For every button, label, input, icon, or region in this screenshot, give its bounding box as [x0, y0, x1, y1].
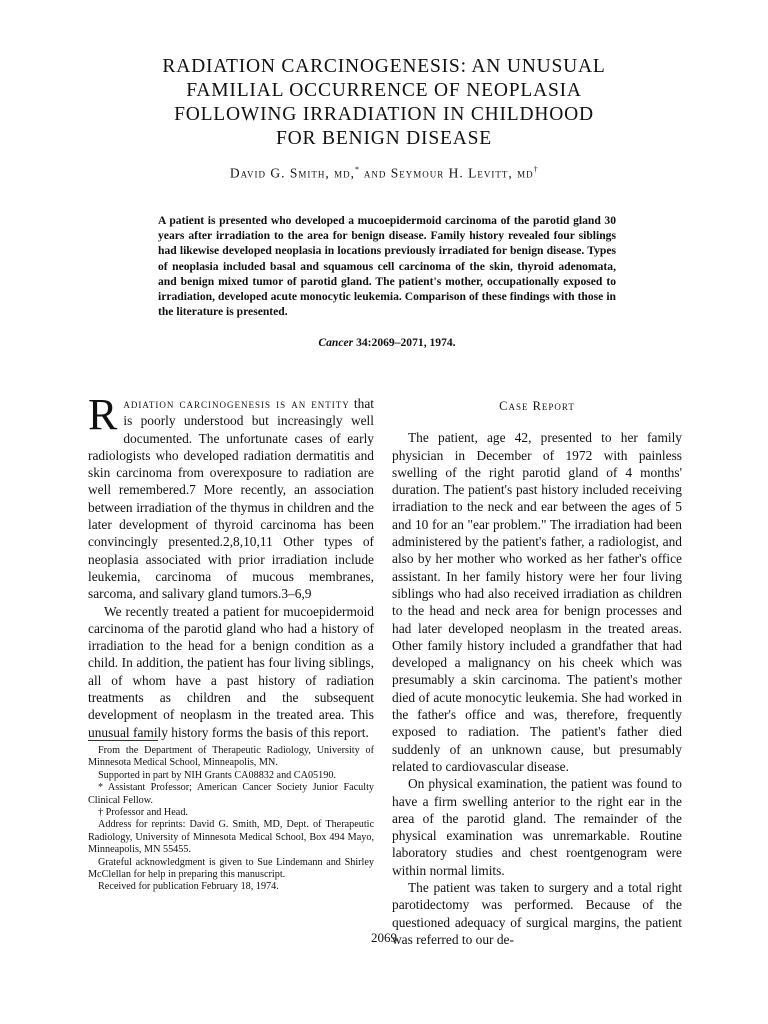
author-2-mark: †: [533, 165, 539, 174]
case-paragraph-3: The patient was taken to surgery and a total right parotidectomy was performed. Because of the questioned adequacy of surgical margins, the patient was referred to our de-: [392, 880, 682, 947]
article-title: [100, 55, 668, 151]
footnote-author-2: † Professor and Head.: [98, 807, 188, 819]
footnote-divider: [88, 740, 158, 741]
footnotes: [88, 745, 374, 894]
body-paragraph-2: We recently treated a patient for mucoepidermoid carcinoma of the parotid gland who had a history of irradiation to the head for a benign condition as a child. In addition, the patient has four living siblings, all of whom have a past history of radiation treatments as children and the subsequent development of neoplasm in the treated area. This unusual family history forms the basis of this report.: [88, 603, 374, 740]
case-paragraph-2: On physical examination, the patient was found to have a firm swelling anterior to the right ear in the area of the parotid gland. The remainder of the physical examination was unremarkable. Routine laboratory studies and chest roentgenogram were within normal limits.: [392, 776, 682, 878]
case-paragraph-1: The patient, age 42, presented to her family physician in December of 1972 with painless swelling of the right parotid gland of 4 months' duration. The patient's past history included receiving irradiation to the neck and ear between the ages of 5 and 10 for an "ear problem." The irradiation had been administered by the patient's father, a radiologist, and also by her mother who worked as her father's office assistant. In her family history were her four living siblings who had also received irradiation as children to the head and neck area for benign processes and had later developed neoplasm in the treated areas. Other family history included a grandfather that had developed a malignancy on his cheek which was presumably a skin carcinoma. The patient's mother died of acute monocytic leukemia. She had worked in the father's office and was, therefore, frequently exposed to radiation. The patient's father died suddenly of an unknown cause, but presumably related to cardiovascular disease.: [392, 430, 682, 774]
abstract: [158, 213, 616, 319]
right-column: [392, 395, 682, 948]
title-line-3: FOLLOWING IRRADIATION IN CHILDHOOD: [174, 104, 594, 125]
author-line: [100, 165, 668, 182]
citation-ref: 34:2069–2071, 1974.: [353, 336, 456, 349]
footnote-affiliation: From the Department of Therapeutic Radiology, University of Minnesota Medical School, Minneapolis, MN.: [88, 745, 374, 769]
title-line-4: FOR BENIGN DISEASE: [276, 128, 492, 149]
citation: [158, 336, 616, 349]
footnote-received: Received for publication February 18, 1974.: [98, 881, 279, 893]
intro-paragraph: [88, 390, 374, 603]
intro-text: that is poorly understood but increasingly well documented. The unfortunate cases of early radiologists who developed radiation dermatitis and skin carcinoma from overexposure to radiation are well remembered.7 More recently, an association between irradiation of the thymus in children and the later development of thyroid carcinoma has been convincingly presented.2,8,10,11 Other types of neoplasia associated with prior irradiation include leukemia, carcinoma of mucous membranes, sarcoma, and salivary gland tumors.3–6,9: [88, 396, 374, 602]
left-column: [88, 390, 374, 741]
footnote-author-1: * Assistant Professor; American Cancer Society Junior Faculty Clinical Fellow.: [88, 782, 374, 806]
footnote-support: Supported in part by NIH Grants CA08832 and CA05190.: [98, 769, 336, 781]
title-line-2: FAMILIAL OCCURRENCE OF NEOPLASIA: [186, 80, 582, 101]
author-conjunction: and: [359, 165, 391, 181]
citation-journal: Cancer: [318, 336, 354, 349]
drop-cap: R: [88, 390, 118, 439]
abstract-text: A patient is presented who developed a mucoepidermoid carcinoma of the parotid gland 30 years after irradiation to the area for benign disease. Family history revealed four siblings had likewise developed neoplasia in locations previously irradiated for benign disease. Types of neoplasia included basal and squamous cell carcinoma of the skin, thyroid adenomata, and benign mixed tumor of parotid gland. The patient's mother, occupationally exposed to irradiation, developed acute monocytic leukemia. Comparison of these findings with those in the literature is presented.: [158, 214, 616, 319]
footnote-reprints: Address for reprints: David G. Smith, MD, Dept. of Therapeutic Radiology, University of Minnesota Medical School, Box 494 Mayo, Minneapolis, MN 55455.: [88, 819, 374, 856]
author-1-mark: *: [354, 165, 360, 174]
author-2: Seymour H. Levitt, md: [390, 165, 534, 181]
section-heading-case-report: Case Report: [499, 399, 575, 413]
page-number: 2069: [371, 930, 397, 945]
footnote-acknowledgment: Grateful acknowledgment is given to Sue Lindemann and Shirley McClellan for help in preparing this manuscript.: [88, 856, 374, 881]
intro-lead: adiation carcinogenesis is an entity: [123, 396, 350, 411]
title-line-1: RADIATION CARCINOGENESIS: AN UNUSUAL: [162, 56, 606, 77]
author-1: David G. Smith, md,: [229, 165, 355, 181]
